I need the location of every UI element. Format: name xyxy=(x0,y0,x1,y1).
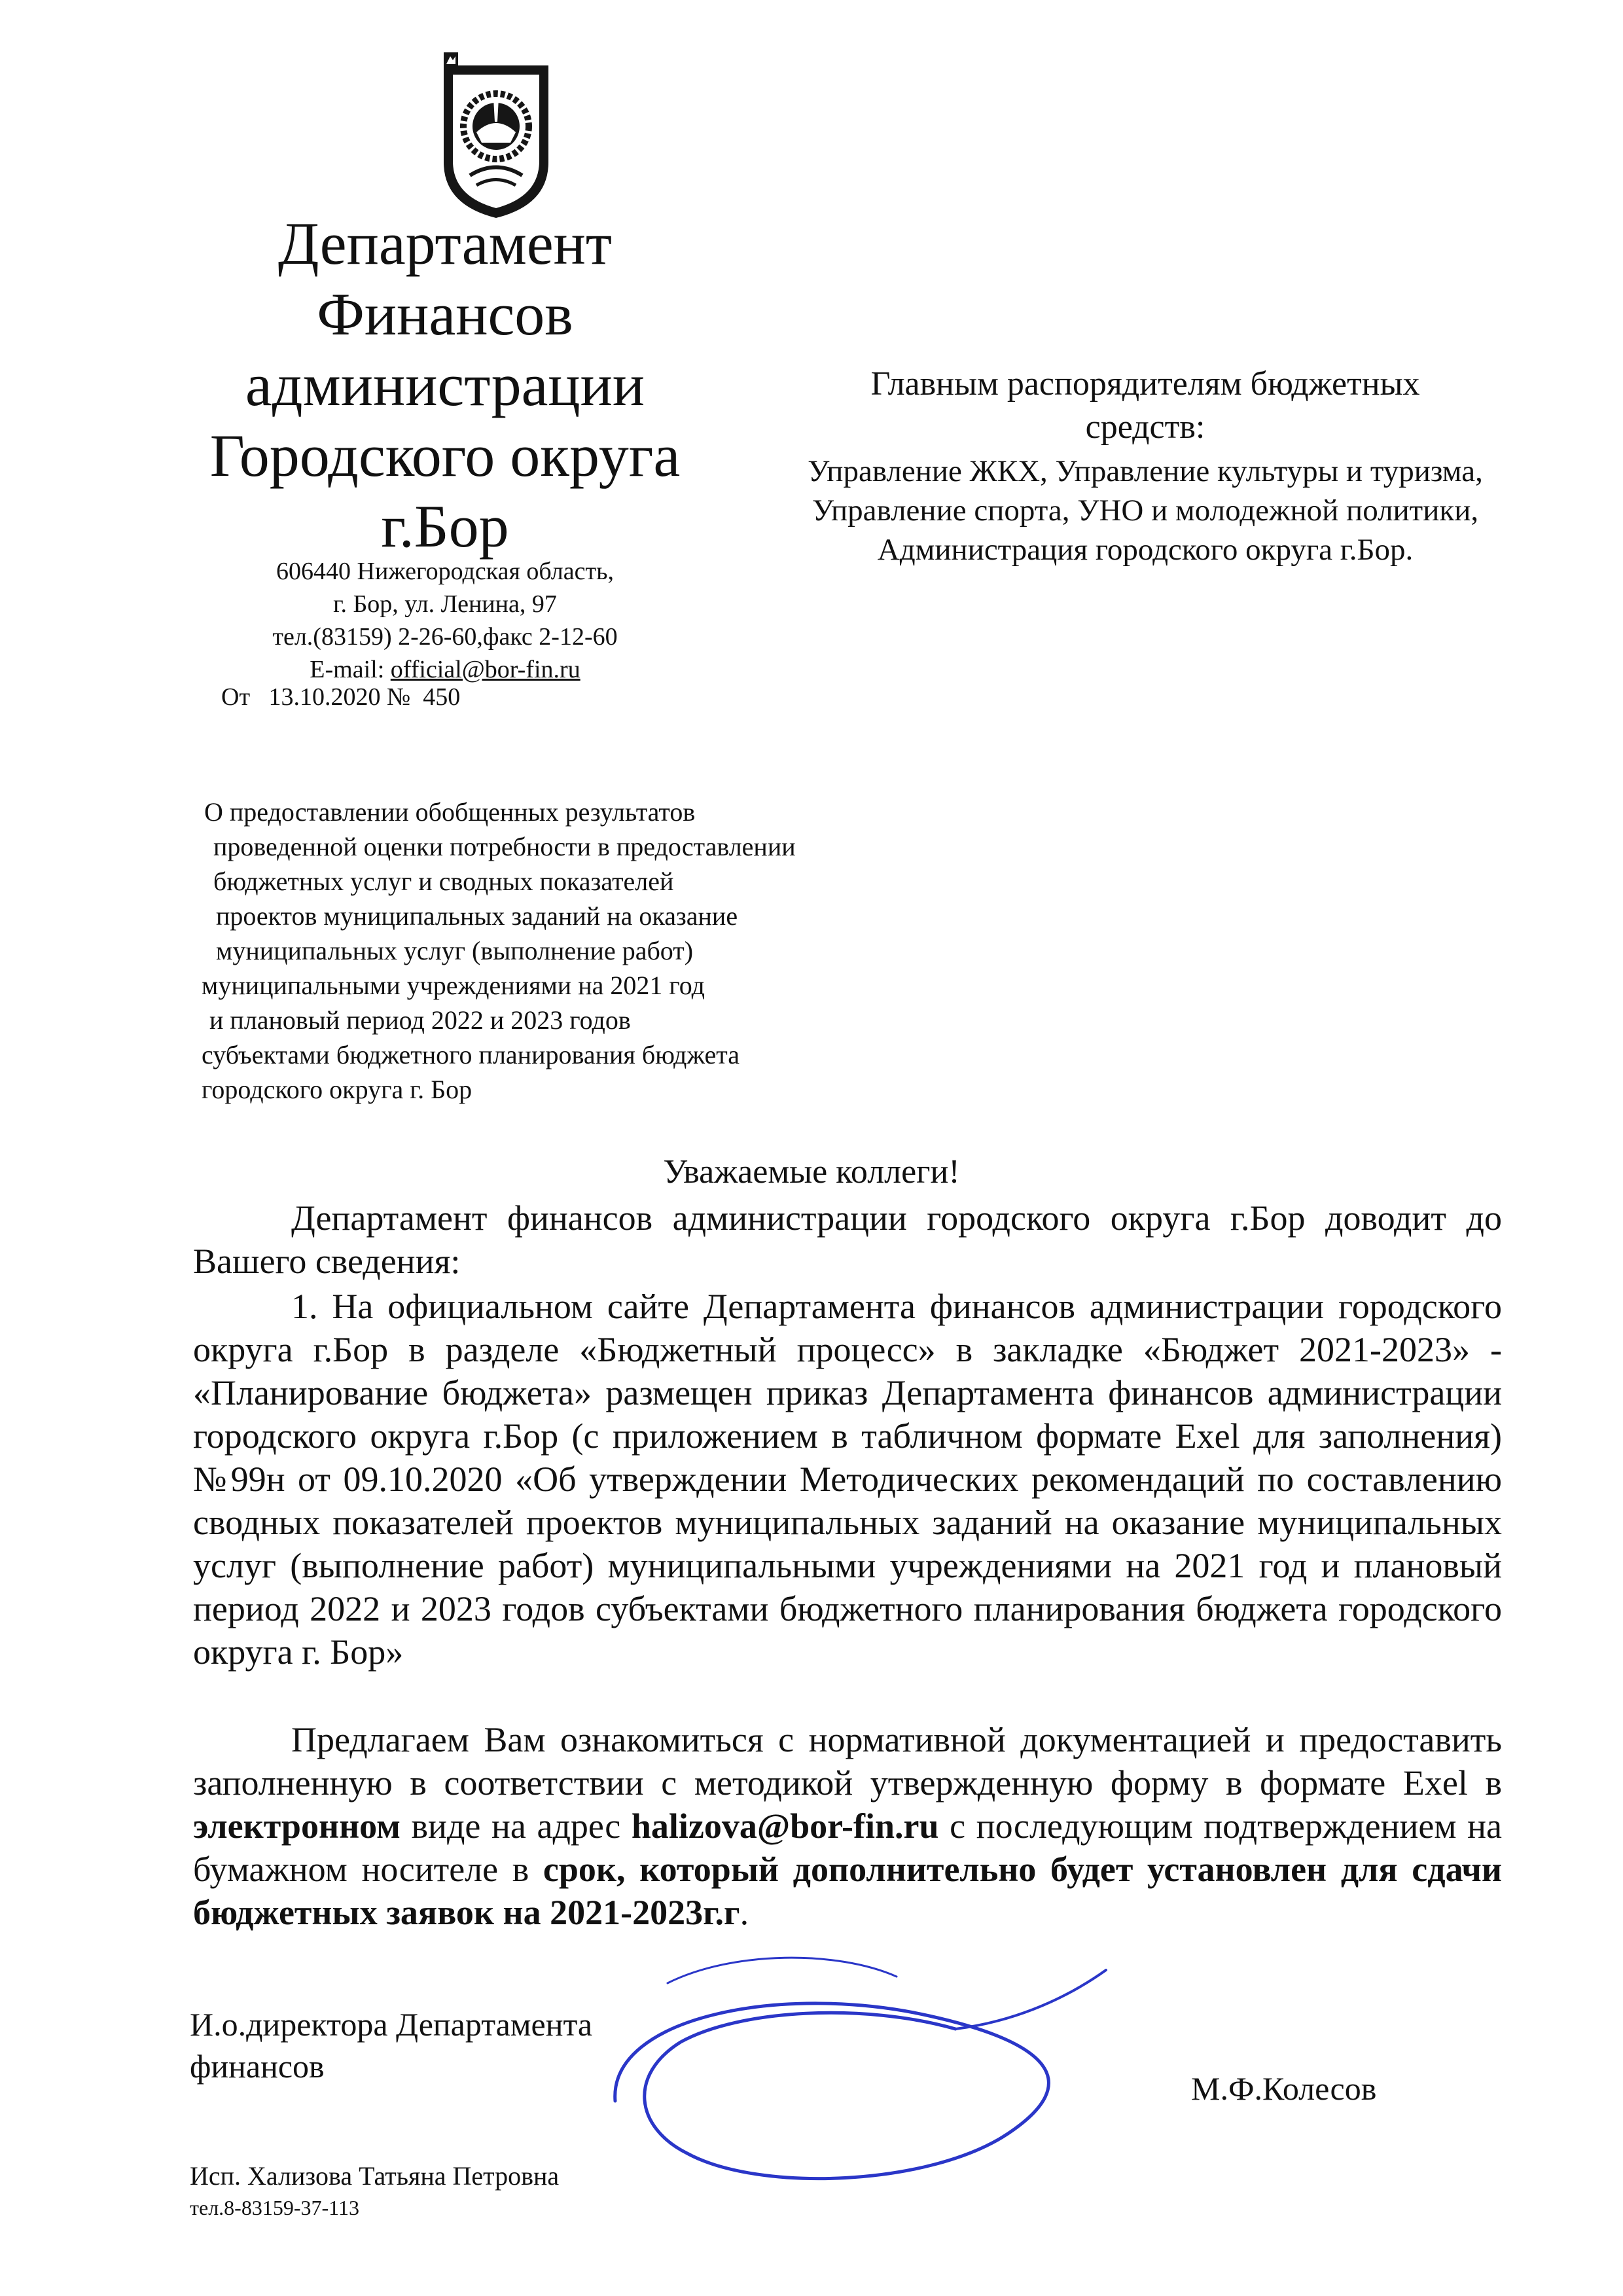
department-title-line-2: Финансов xyxy=(317,281,573,348)
item-1-paragraph: 1. На официальном сайте Департамента финансов администрации городского округа г.Бор в разделе «Бюджетный процесс» в закладке «Бюджет 2021-2023» - «Планирование бюджета» размещен приказ Департамента финансов администрации городского округа г.Бор (с приложением в табличном формате Exel для заполнения) №99н от 09.10.2020 «Об утверждении Методических рекомендаций по составлению сводных показателей проектов муниципальных заданий на оказание муниципальных услуг (выполнение работ) муниципальными учреждениями на 2021 год и плановый период 2022 и 2023 годов субъектами бюджетного планирования бюджета городского округа г. Бор» xyxy=(193,1287,1502,1672)
date-and-number: От 13.10.2020 № 450 xyxy=(221,683,461,711)
subject-line-1: О предоставлении обобщенных результатов xyxy=(204,797,696,827)
department-title-line-4: Городского округа xyxy=(209,422,681,489)
intro-paragraph: Департамент финансов администрации городского округа г.Бор доводит до Вашего сведения: xyxy=(193,1198,1502,1281)
department-title-line-1: Департамент xyxy=(277,210,613,277)
phone-fax-line: тел.(83159) 2-26-60,факс 2-12-60 xyxy=(272,623,618,651)
closing-email[interactable]: halizova@bor-fin.ru xyxy=(631,1806,939,1846)
department-title-line-3: администрации xyxy=(245,351,645,418)
signatory-position-line-2: финансов xyxy=(190,2048,325,2085)
subject-line-4: проектов муниципальных заданий на оказание xyxy=(216,901,738,931)
subject-line-9: городского округа г. Бор xyxy=(202,1075,473,1104)
recipients-line-3: Администрация городского округа г.Бор. xyxy=(877,533,1414,567)
signatory-name: М.Ф.Колесов xyxy=(1191,2070,1377,2107)
closing-bold-deadline: срок, который дополнительно будет установлен для сдачи бюджетных заявок на 2021-2023г.г xyxy=(193,1850,1502,1932)
address-line-2: г. Бор, ул. Ленина, 97 xyxy=(333,590,557,618)
handwritten-signature xyxy=(589,1931,1126,2212)
closing-paragraph xyxy=(193,1718,1502,1934)
closing-text-1: Предлагаем Вам ознакомиться с нормативной документацией и предоставить заполненную в соответствии с методикой утвержденную форму в формате Exel в xyxy=(193,1720,1502,1803)
email-link[interactable]: official@bor-fin.ru xyxy=(390,656,580,683)
subject-line-2: проведенной оценки потребности в предоставлении xyxy=(213,832,796,861)
closing-bold-electronic: электронном xyxy=(193,1806,401,1846)
recipients-line-1: Управление ЖКХ, Управление культуры и туризма, xyxy=(808,454,1483,488)
executor-name: Исп. Хализова Татьяна Петровна xyxy=(190,2161,560,2191)
subject-line-3: бюджетных услуг и сводных показателей xyxy=(213,867,674,896)
subject-line-7: и плановый период 2022 и 2023 годов xyxy=(209,1005,631,1035)
recipients-title-line-2: средств: xyxy=(1085,408,1205,446)
closing-text-4: . xyxy=(740,1893,749,1932)
subject-line-6: муниципальными учреждениями на 2021 год xyxy=(202,971,705,1000)
signatory-position-line-1: И.о.директора Департамента xyxy=(190,2006,593,2043)
closing-text-3: с последующим подтверждением на бумажном носителе в xyxy=(193,1806,1502,1889)
subject-line-5: муниципальных услуг (выполнение работ) xyxy=(216,936,694,965)
recipients-title-line-1: Главным распорядителям бюджетных xyxy=(870,365,1420,403)
greeting: Уважаемые коллеги! xyxy=(663,1153,960,1191)
department-title-line-5: г.Бор xyxy=(381,493,509,560)
recipients-line-2: Управление спорта, УНО и молодежной политики, xyxy=(812,493,1479,528)
executor-phone: тел.8-83159-37-113 xyxy=(190,2196,359,2219)
subject-line-8: субъектами бюджетного планирования бюджета xyxy=(202,1040,740,1069)
coat-of-arms-emblem xyxy=(437,51,555,221)
email-prefix: E-mail: xyxy=(310,656,391,683)
address-line-1: 606440 Нижегородская область, xyxy=(276,558,614,585)
closing-text-2: виде на адрес xyxy=(400,1806,632,1846)
